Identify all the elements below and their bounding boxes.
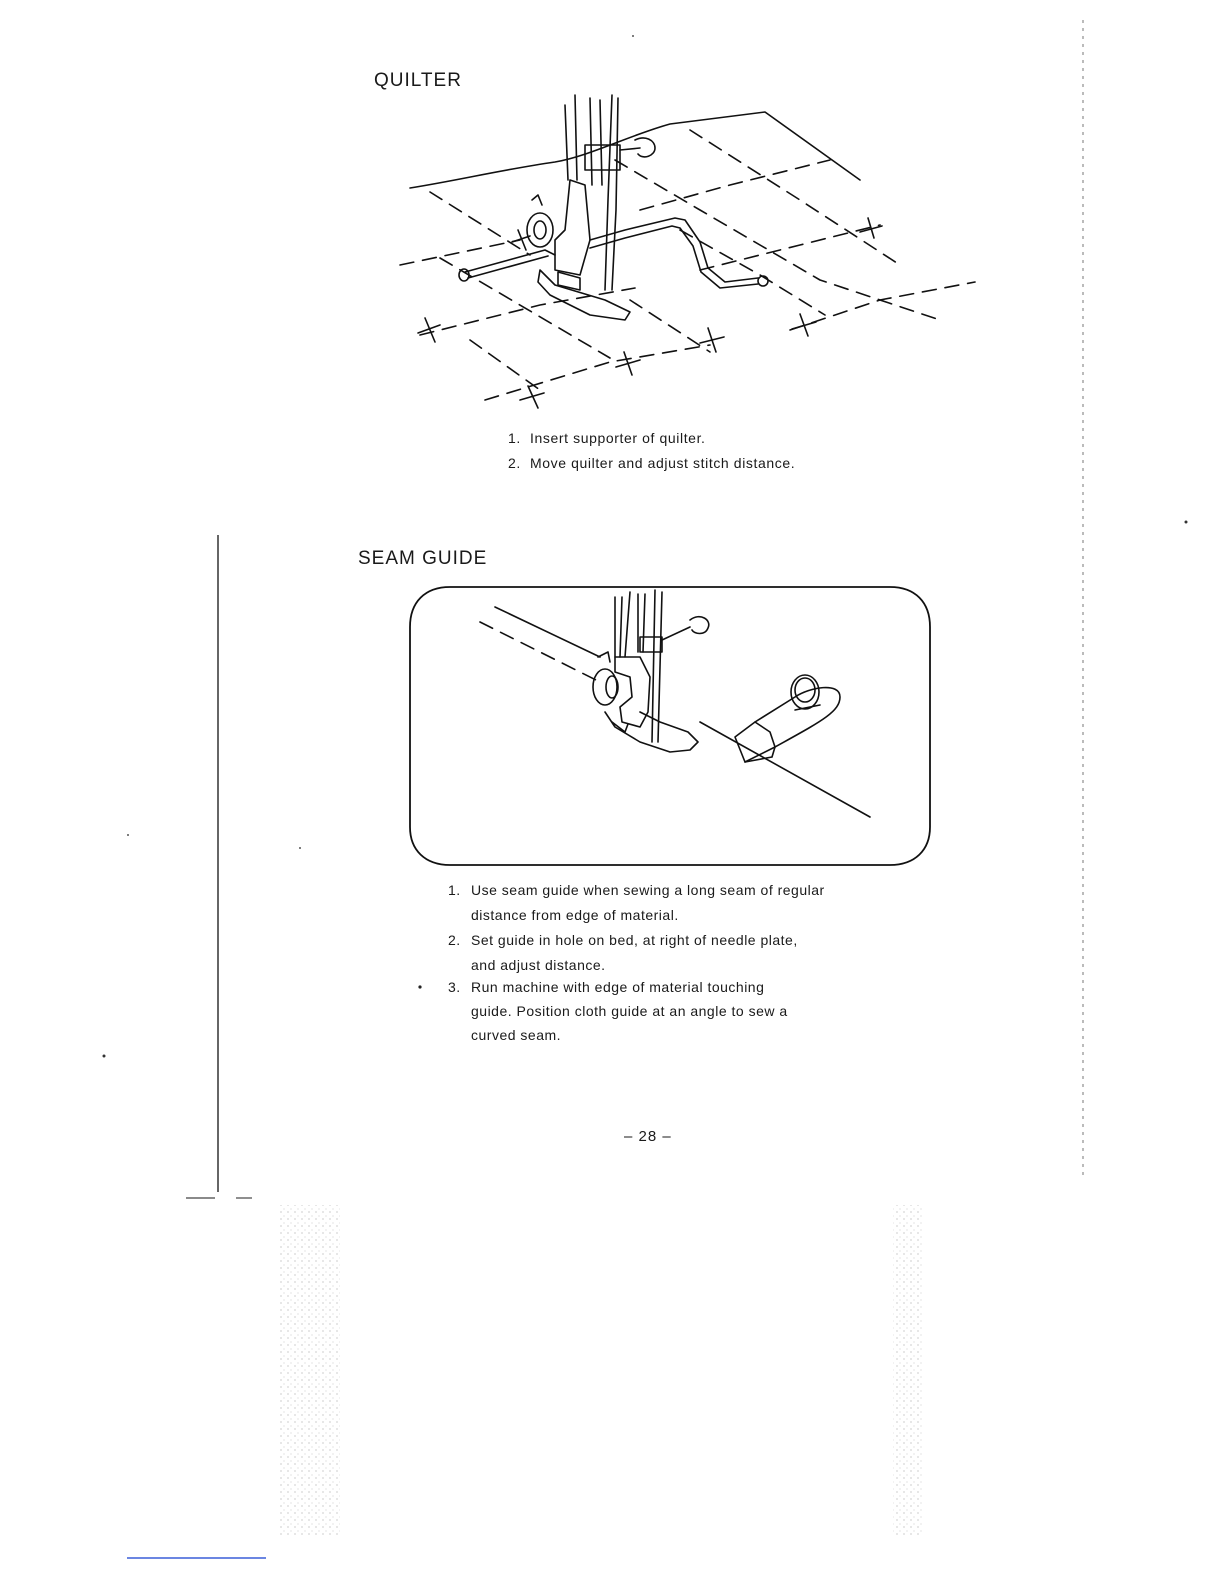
step-number: 2. — [508, 455, 521, 471]
step-text: Move quilter and adjust stitch distance. — [530, 455, 796, 471]
quilter-title: QUILTER — [374, 70, 462, 91]
quilter-illustration — [380, 90, 980, 410]
seam-guide-illustration — [400, 582, 940, 872]
step-number: 3. — [448, 979, 461, 995]
seam-guide-title: SEAM GUIDE — [358, 548, 488, 569]
step-line: guide. Position cloth guide at an angle to sew a — [471, 1003, 788, 1019]
step-line: distance from edge of material. — [471, 907, 679, 923]
step-line: Set guide in hole on bed, at right of needle plate, — [471, 932, 798, 948]
page-number: – 28 – — [624, 1128, 672, 1145]
step-number: 2. — [448, 932, 461, 948]
step-number: 1. — [448, 882, 461, 898]
step-line: curved seam. — [471, 1027, 562, 1043]
step-line: Run machine with edge of material touching — [471, 979, 765, 995]
step-text: Insert supporter of quilter. — [530, 430, 706, 446]
step-line: and adjust distance. — [471, 957, 606, 973]
step-line: Use seam guide when sewing a long seam of regular — [471, 882, 825, 898]
step-number: 1. — [508, 430, 521, 446]
